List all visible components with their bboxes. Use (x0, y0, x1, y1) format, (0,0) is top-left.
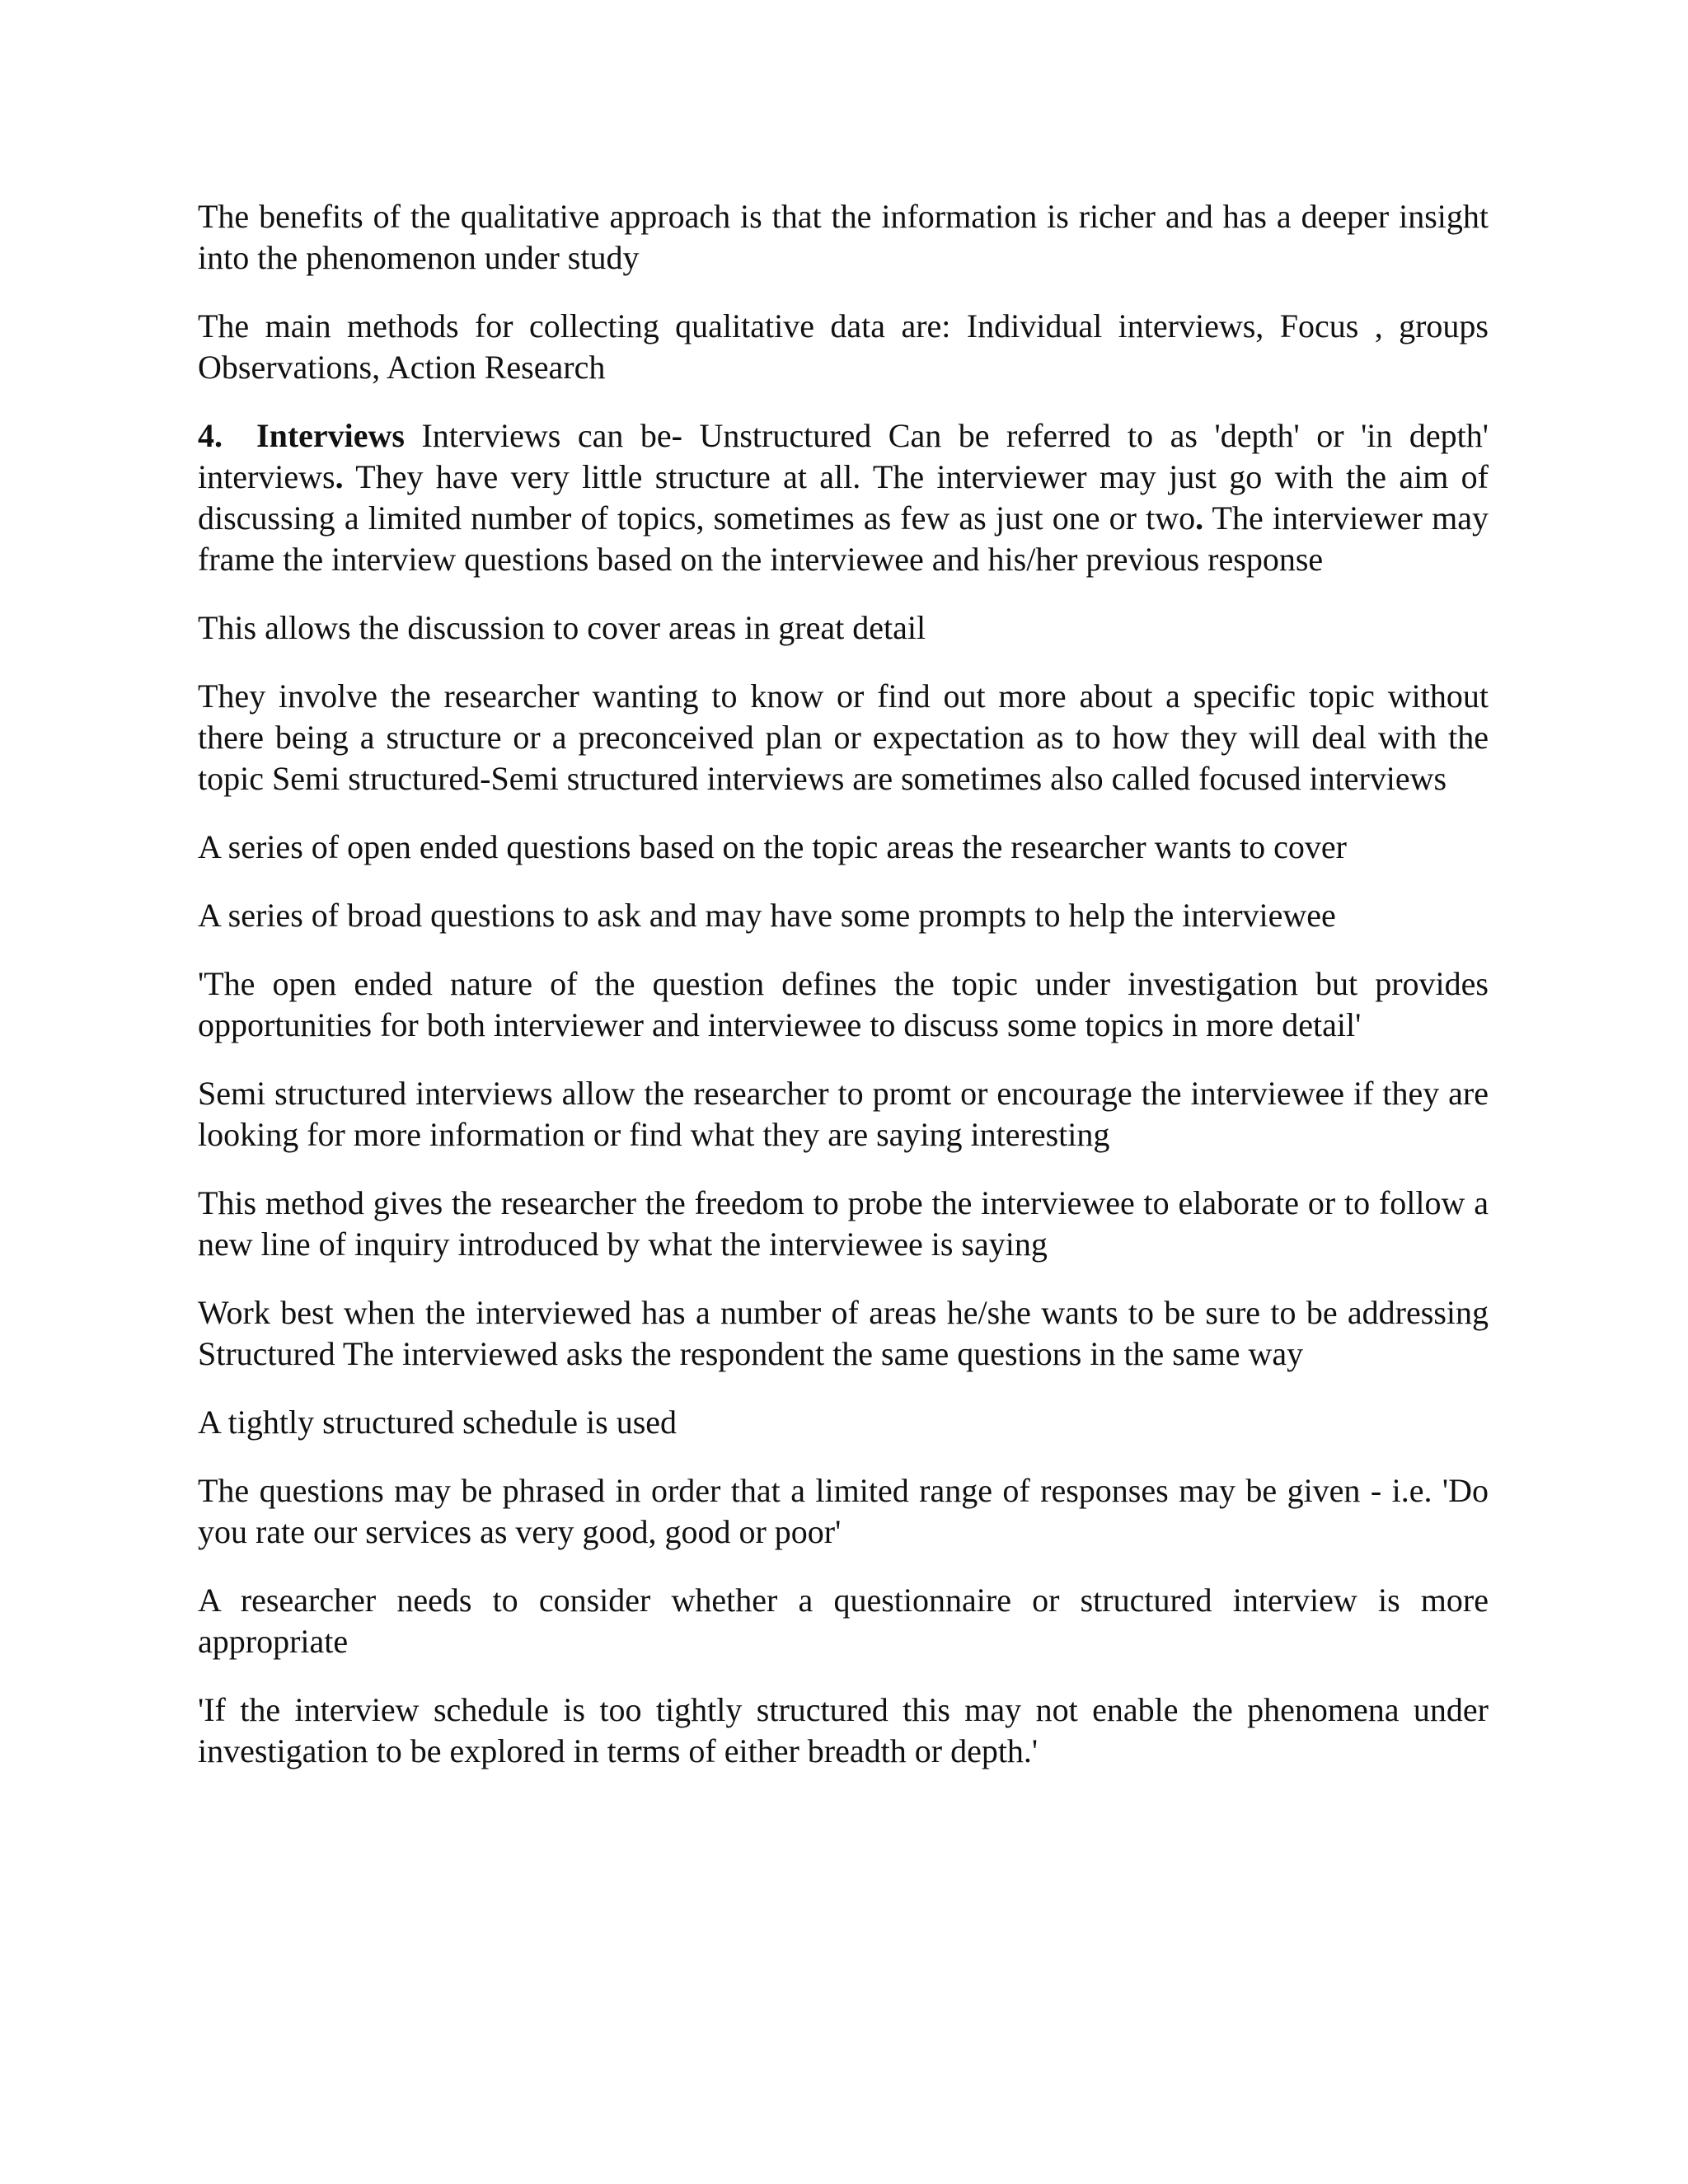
paragraph-interviews-text-1: Interviews can be (404, 417, 672, 454)
paragraph-benefits: The benefits of the qualitative approach is that the information is richer and has a deeper insight into the phenomenon under study (198, 198, 1489, 276)
paragraph-too-tight-quote: 'If the interview schedule is too tightly structured this may not enable the phenomena under investigation to be explored in terms of either breadth or depth.' (198, 1691, 1489, 1769)
paragraph-open-ended-series: A series of open ended questions based on the topic areas the researcher wants to cover (198, 828, 1347, 865)
paragraph-phrased-questions: The questions may be phrased in order that a limited range of responses may be given - i.e. 'Do you rate our services as very good, good or poor' (198, 1472, 1489, 1550)
paragraph-researcher-topic: They involve the researcher wanting to know or find out more about a specific topic without there being a structure or a preconceived plan or expectation as to how they will deal with the topic Semi structured-Semi structured interviews are sometimes also called focused interviews (198, 677, 1489, 797)
paragraph-probe-freedom: This method gives the researcher the freedom to probe the interviewee to elaborate or to follow a new line of inquiry introduced by what the interviewee is saying (198, 1184, 1489, 1263)
paragraph-open-ended-quote: 'The open ended nature of the question defines the topic under investigation but provides opportunities for both interviewer and interviewee to discuss some topics in more detail' (198, 965, 1489, 1043)
section-heading: Interviews (256, 417, 405, 454)
paragraph-questionnaire: A researcher needs to consider whether a questionnaire or structured interview is more appropriate (198, 1582, 1489, 1660)
paragraph-semi-structured: Semi structured interviews allow the researcher to promt or encourage the interviewee if they are looking for more information or find what they are saying interesting (198, 1075, 1489, 1153)
paragraph-interviews-dash: - (671, 417, 682, 454)
paragraph-interviews-text-2: Unstructured Can be referred to as 'depth' or 'in depth' interviews (198, 417, 1489, 495)
document-page (198, 196, 1489, 1799)
paragraph-interviews (198, 415, 1489, 580)
paragraph-interviews-dot-1: . (335, 458, 344, 495)
paragraph-methods: The main methods for collecting qualitative data are: Individual interviews, Focus , groups Observations, Action Research (198, 307, 1489, 386)
section-number: 4. (198, 417, 223, 454)
paragraph-interviews-dot-2: . (1195, 499, 1204, 537)
paragraph-work-best: Work best when the interviewed has a number of areas he/she wants to be sure to be addressing Structured The interviewed asks the respondent the same questions in the same way (198, 1294, 1489, 1372)
paragraph-interviews-text-3: They have very little structure at all. The interviewer may just go with the aim of discussing a limited number of topics, sometimes as few as just one or two (198, 458, 1489, 537)
paragraph-interviews-text-4: The interviewer may frame the interview questions based on the interviewee and his/her previous response (198, 499, 1489, 578)
paragraph-tight-schedule: A tightly structured schedule is used (198, 1404, 678, 1441)
paragraph-great-detail: This allows the discussion to cover areas in great detail (198, 609, 926, 646)
paragraph-broad-questions: A series of broad questions to ask and may have some prompts to help the interviewee (198, 897, 1336, 934)
